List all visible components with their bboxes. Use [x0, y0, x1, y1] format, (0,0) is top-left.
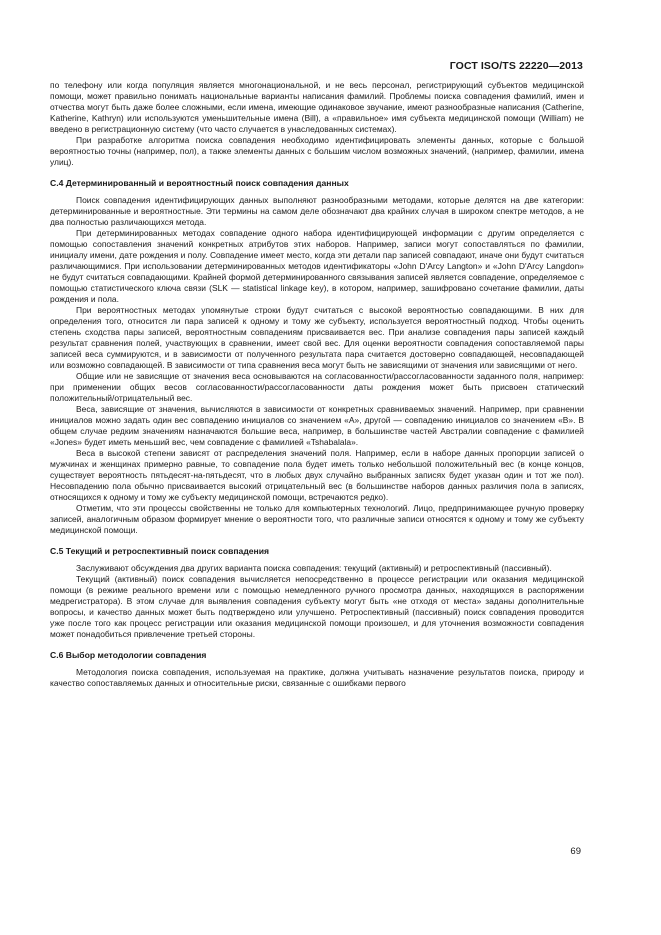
paragraph: Веса в высокой степени зависят от распределения значений поля. Например, если в наборе данных пропорции записей о мужчинах и женщинах примерно равные, то совпадение пола будет иметь только небольшой положительный вес (в конце концов, существует вероятность пятьдесят-на-пятьдесят, что в любых двух случайно выбранных записях будет указан один и тот же пол). Несовпадению пола обычно присваивается высокий отрицательный вес (в большинстве наборов данных различия пола в записях, относящихся к одному и тому же субъекту медицинской помощи, встречаются редко).	[50, 448, 584, 502]
section-heading-c5: С.5 Текущий и ретроспективный поиск совпадения	[50, 546, 270, 556]
paragraph: по телефону или когда популяция является многонациональной, и не весь персонал, регистрирующий субъектов медицинской помощи, может правильно понимать национальные варианты написания фамилий. Проблемы поиска совпадения фамилий, имен и отчества могут быть даже более сложными, если имена, имеющие одинаковое звучание, имеют разнообразные написания (Catherine, Katherine, Kathryn) или используются уменьшительные имена (Bill), а «правильное» имя субъекта медицинской помощи (William) не введено в регистрационную систему (что часто случается в унаследованных системах).	[50, 80, 584, 134]
paragraph: При вероятностных методах упомянутые строки будут считаться с высокой вероятностью совпадающими. В них для определения того, относится ли пара записей к одному и тому же субъекту, используется вероятностный подход. Чтобы оценить степень сходства пары записей, вероятностным совпадениям присваивается вес. При анализе совпадения пары записей каждый результат сравнения полей, участвующих в сравнении, имеет свой вес. Для оценки вероятности совпадения сопоставляемой пары записей веса суммируются, и в зависимости от полученного результата пара считается достоверно совпадающей, несовпадающей или возможно совпадающей. В зависимости от типа сравнения веса могут быть не зависящими от значения или зависящими от него.	[50, 305, 584, 370]
section-heading-c4: С.4 Детерминированный и вероятностный поиск совпадения данных	[50, 178, 349, 188]
paragraph: Заслуживают обсуждения два других варианта поиска совпадения: текущий (активный) и ретроспективный (пассивный).	[76, 563, 552, 573]
paragraph: Отметим, что эти процессы свойственны не только для компьютерных технологий. Лицо, предпринимающее ручную проверку записей, аналогичным образом формирует мнение о вероятности того, что различные записи относятся к одному и тому же субъекту медицинской помощи.	[50, 503, 584, 535]
paragraph: При разработке алгоритма поиска совпадения необходимо идентифицировать элементы данных, которые с большой вероятностью точны (например, пол), а также элементы данных с большим числом возможных значений, (например, фамилии, имена улиц).	[50, 135, 584, 167]
paragraph: Поиск совпадения идентифицирующих данных выполняют разнообразными методами, которые делятся на две категории: детерминированные и вероятностные. Эти термины на самом деле обозначают два крайних случая в широком спектре методов, а не два полностью различающихся метода.	[50, 195, 584, 227]
paragraph: Веса, зависящие от значения, вычисляются в зависимости от конкретных сравниваемых значений. Например, при сравнении инициалов можно задать один вес совпадению инициалов со значением «A», другой — совпадению инициалов со значением «B». В общем случае редким значениям назначаются большие веса, например, в большинстве частей Австралии совпадение с фамилией «Jones» будет иметь меньший вес, чем совпадение с фамилией «Tshabalala».	[50, 404, 584, 447]
paragraph: Методология поиска совпадения, используемая на практике, должна учитывать назначение результатов поиска, природу и качество сопоставляемых данных и относительные риски, связанные с ошибками первого	[50, 667, 584, 688]
page-content	[50, 80, 584, 689]
section-heading-c6: С.6 Выбор методологии совпадения	[50, 650, 207, 660]
paragraph: При детерминированных методах совпадение одного набора идентифицирующей информации с другим определяется с помощью сопоставления значений конкретных атрибутов этих наборов. Например, записи могут сопоставляться по фамилии, инициалу имени, дате рождения и полу. Совпадение имеет место, когда эти детали пар записей совпадают, иначе они будут считаться различающимися. При использовании детерминированных методов идентификаторы «John D'Arcy Langton» и «John D'Arcy Langdon» не будут считаться совпадающими. Крайней формой детерминированного связывания записей является совпадение, определяемое с помощью статистического ключа связи (SLK — statistical linkage key), в котором, например, зашифровано сочетание фамилии, даты рождения и пола.	[50, 228, 584, 304]
document-header: ГОСТ ISO/TS 22220—2013	[449, 60, 583, 72]
paragraph: Текущий (активный) поиск совпадения вычисляется непосредственно в процессе регистрации или оказания медицинской помощи (в режиме реального времени или с помощью немедленного ручного просмотра данных, находящихся в распоряжении медрегистратора). В этом случае для выявления совпадения субъекту могут быть «не отходя от места» заданы дополнительные вопросы, и качество данных может быть подтверждено или улучшено. Ретроспективный (пассивный) поиск совпадения проводится уже после того как процесс регистрации или оказания медицинской помощи произошел, и для уточнения возможности совпадения может понадобиться привлечение третьей стороны.	[50, 574, 584, 639]
paragraph: Общие или не зависящие от значения веса основываются на согласованности/рассогласованности заданного поля, например: при применении общих весов согласованности/рассогласованности даты рождения может быть присвоен статический положительный/отрицательный вес.	[50, 371, 584, 403]
page-number: 69	[570, 846, 581, 857]
